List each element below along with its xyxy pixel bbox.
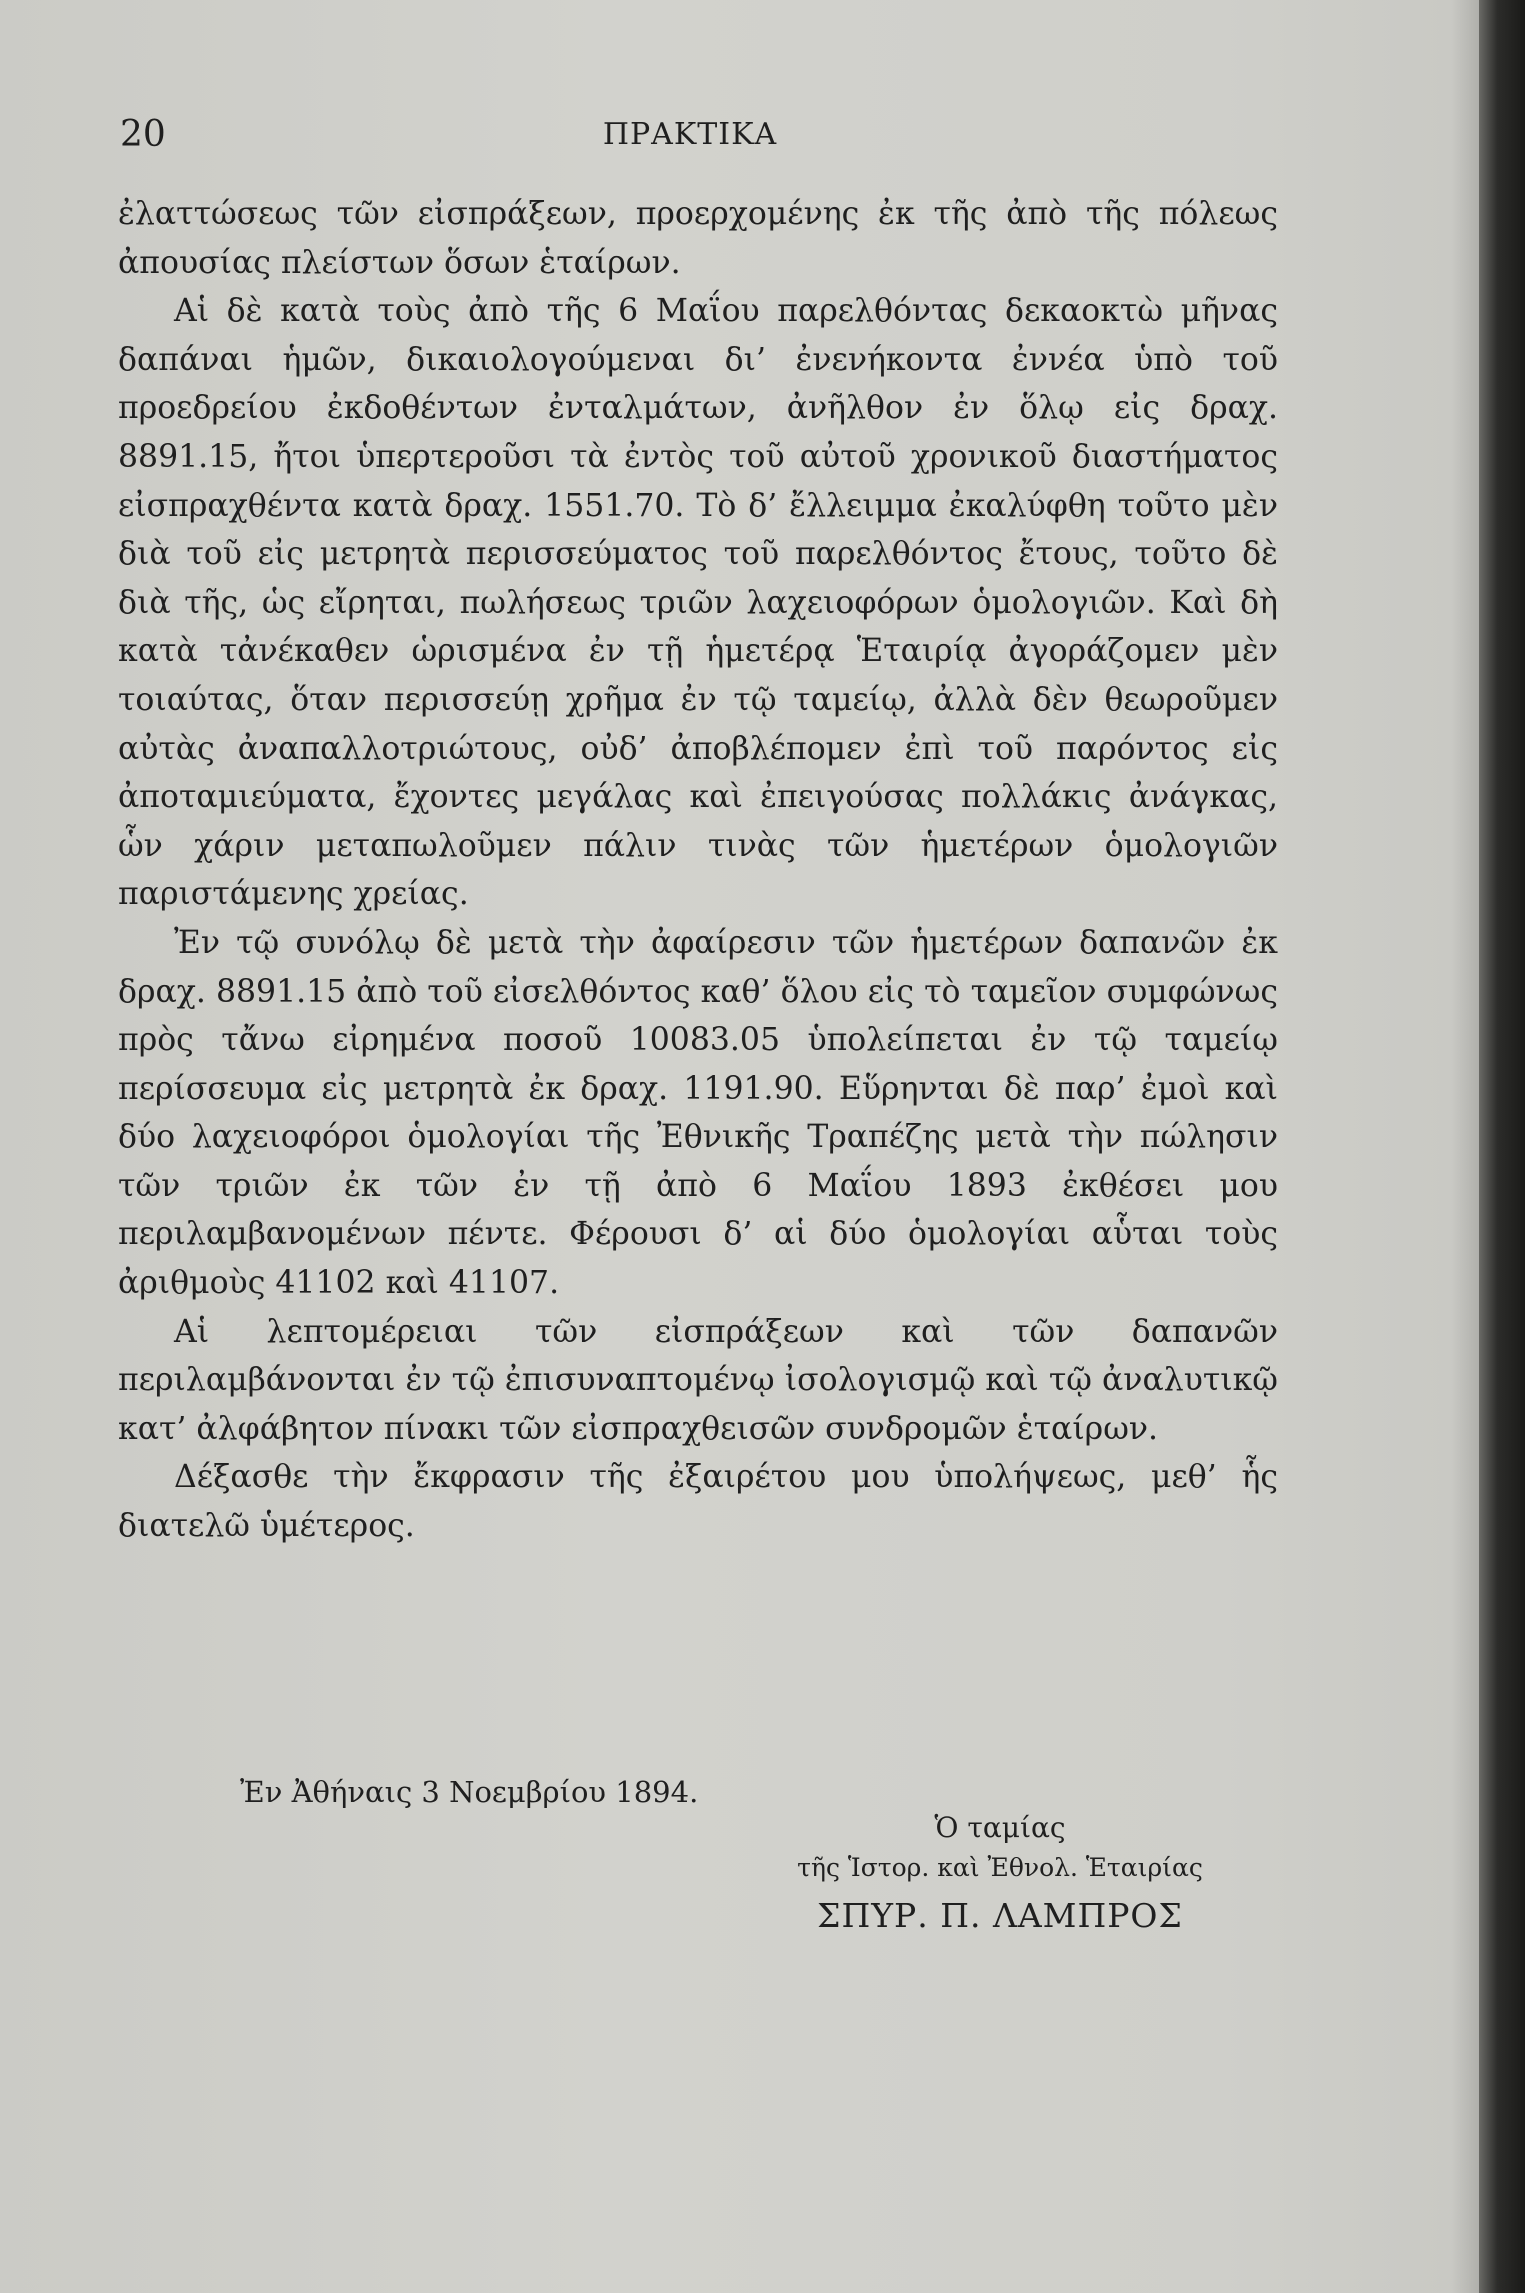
paragraph-1: ἐλαττώσεως τῶν εἰσπράξεων, προερχομένης ἐκ τῆς ἀπὸ τῆς πόλεως ἀπουσίας πλείστων ὅσων ἑταίρων. (118, 196, 1278, 281)
signatory-society: τῆς Ἱστορ. καὶ Ἐθνολ. Ἑταιρίας (797, 1853, 1203, 1882)
paragraph-5: Δέξασθε τὴν ἔκφρασιν τῆς ἐξαιρέτου μου ὑπολήψεως, μεθ’ ἧς διατελῶ ὑμέτερος. (118, 1459, 1278, 1545)
binding-shadow (1451, 0, 1479, 2293)
signatory-name: ΣΠΥΡ. Π. ΛΑΜΠΡΟΣ (817, 1896, 1183, 1935)
binding-edge (1479, 0, 1525, 2293)
dateline: Ἐν Ἀθήναις 3 Νοεμβρίου 1894. (240, 1775, 699, 1809)
body-text (118, 190, 1278, 1551)
paragraph-4: Αἱ λεπτομέρειαι τῶν εἰσπράξεων καὶ τῶν δαπανῶν περιλαμβάνονται ἐν τῷ ἐπισυναπτομένῳ ἰσολογισμῷ καὶ τῷ ἀναλυτικῷ κατ’ ἀλφάβητον πίνακι τῶν εἰσπραχθεισῶν συνδρομῶν ἑταίρων. (118, 1313, 1278, 1447)
running-title: ΠΡΑΚΤΙΚΑ (602, 117, 778, 152)
signatory-role: Ὁ ταμίας (934, 1811, 1066, 1844)
page-number: 20 (120, 114, 166, 155)
paragraph-3: Ἐν τῷ συνόλῳ δὲ μετὰ τὴν ἀφαίρεσιν τῶν ἡμετέρων δαπανῶν ἐκ δραχ. 8891.15 ἀπὸ τοῦ εἰσελθόντος καθ’ ὅλου εἰς τὸ ταμεῖον συμφώνως πρὸς τἄνω εἰρημένα ποσοῦ 10083.05 ὑπολείπεται ἐν τῷ ταμείῳ περίσσευμα εἰς μετρητὰ ἐκ δραχ. 1191.90. Εὕρηνται δὲ παρ’ ἐμοὶ καὶ δύο λαχειοφόροι ὁμολογίαι τῆς Ἐθνικῆς Τραπέζης μετὰ τὴν πώλησιν τῶν τριῶν ἐκ τῶν ἐν τῇ ἀπὸ 6 Μαΐου 1893 ἐκθέσει μου περιλαμβανομένων πέντε. Φέρουσι δ’ αἱ δύο ὁμολογίαι αὗται τοὺς ἀριθμοὺς 41102 καὶ 41107. (118, 924, 1278, 1302)
signature-block (760, 1808, 1240, 1944)
paragraph-2: Αἱ δὲ κατὰ τοὺς ἀπὸ τῆς 6 Μαΐου παρελθόντας δεκαοκτὼ μῆνας δαπάναι ἡμῶν, δικαιολογούμεναι δι’ ἐνενήκοντα ἐννέα ὑπὸ τοῦ προεδρείου ἐκδοθέντων ἐνταλμάτων, ἀνῆλθον ἐν ὅλῳ εἰς δραχ. 8891.15, ἤτοι ὑπερτεροῦσι τὰ ἐντὸς τοῦ αὐτοῦ χρονικοῦ διαστήματος εἰσπραχθέντα κατὰ δραχ. 1551.70. Τὸ δ’ ἔλλειμμα ἐκαλύφθη τοῦτο μὲν διὰ τοῦ εἰς μετρητὰ περισσεύματος τοῦ παρελθόντος ἔτους, τοῦτο δὲ διὰ τῆς, ὡς εἴρηται, πωλήσεως τριῶν λαχειοφόρων ὁμολογιῶν. Καὶ δὴ κατὰ τἀνέκαθεν ὡρισμένα ἐν τῇ ἡμετέρᾳ Ἑταιρίᾳ ἀγοράζομεν μὲν τοιαύτας, ὅταν περισσεύῃ χρῆμα ἐν τῷ ταμείῳ, ἀλλὰ δὲν θεωροῦμεν αὐτὰς ἀναπαλλοτριώτους, οὐδ’ ἀποβλέπομεν ἐπὶ τοῦ παρόντος εἰς ἀποταμιεύματα, ἔχοντες μεγάλας καὶ ἐπειγούσας πολλάκις ἀνάγκας, ὧν χάριν μεταπωλοῦμεν πάλιν τινὰς τῶν ἡμετέρων ὁμολογιῶν παριστάμενης χρείας. (118, 293, 1278, 913)
running-head (120, 110, 1260, 160)
